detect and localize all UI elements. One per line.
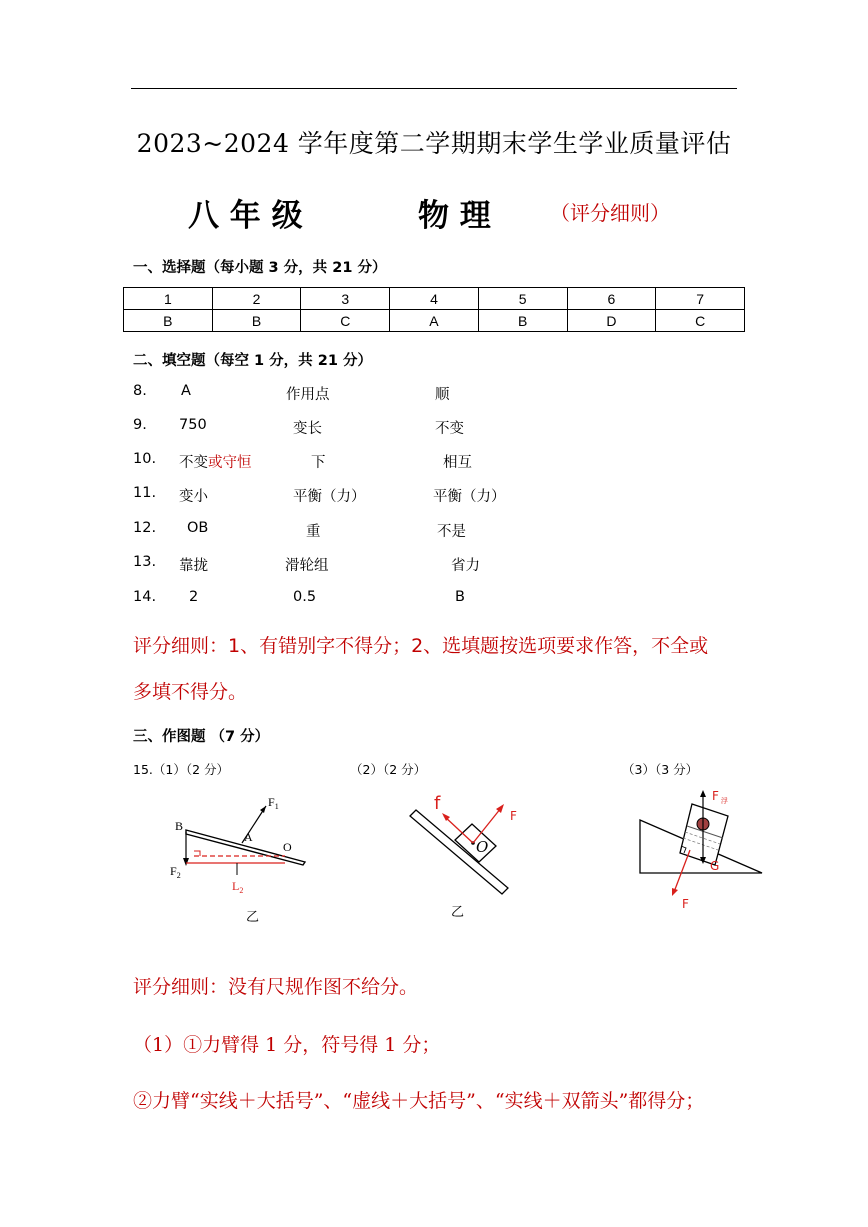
point-b-label: B xyxy=(175,819,184,833)
question-number: 6 xyxy=(567,288,656,310)
right-angle-mark xyxy=(194,851,200,856)
force-f1-arrowhead xyxy=(260,806,266,813)
answer-1 xyxy=(179,451,252,472)
fill-rubric-line1: 评分细则：1、有错别字不得分；2、选填题按选项要求作答，不全或 xyxy=(133,635,709,657)
question-number: 3 xyxy=(301,288,390,310)
question-number: 1 xyxy=(124,288,213,310)
fill-row xyxy=(133,383,833,405)
force-f1-label xyxy=(268,795,279,811)
answer-1: 2 xyxy=(189,589,199,605)
answer-2: 下 xyxy=(311,455,326,471)
answer-1-alternate: 或守恒 xyxy=(208,455,252,471)
question-number: 8. xyxy=(133,383,147,399)
answer-2: 作用点 xyxy=(286,387,330,403)
answer-3: 顺 xyxy=(435,387,450,403)
arm-l2-label xyxy=(232,879,243,895)
force-f2-arrowhead xyxy=(183,858,189,866)
section1-heading: 一、选择题（每小题 3 分，共 21 分） xyxy=(133,260,387,276)
rubric-note: （评分细则） xyxy=(550,201,670,225)
question-number: 13. xyxy=(133,554,157,570)
answer-3: 不变 xyxy=(435,421,464,437)
answer-cell: B xyxy=(124,310,213,332)
table-row xyxy=(124,310,745,332)
answer-1-main: 不变 xyxy=(179,455,208,471)
incline-board xyxy=(410,810,508,894)
drawing-rubric-line3: ②力臂“实线＋大括号”、“虚线＋大括号”、“实线＋双箭头”都得分； xyxy=(133,1090,705,1112)
answer-1: 靠拢 xyxy=(179,558,208,574)
fill-row xyxy=(133,554,833,576)
force-f-arrowhead xyxy=(496,804,504,813)
arm-l2-subscript: 2 xyxy=(239,886,244,895)
exam-title: 2023~2024 学年度第二学期期末学生学业质量评估 xyxy=(136,129,732,158)
section2-heading: 二、填空题（每空 1 分，共 21 分） xyxy=(133,353,372,369)
point-a-label: A xyxy=(244,830,253,844)
force-f2-subscript: 2 xyxy=(176,871,181,880)
beaker-incline-diagram xyxy=(630,780,770,915)
fill-row xyxy=(133,520,833,542)
drawing-rubric-line2: （1）①力臂得 1 分，符号得 1 分； xyxy=(133,1034,441,1056)
force-f1-subscript: 1 xyxy=(274,802,279,811)
answer-1: OB xyxy=(187,520,209,536)
figure1-caption: 乙 xyxy=(246,910,260,925)
top-rule xyxy=(131,88,737,89)
answer-cell: B xyxy=(478,310,567,332)
answer-2: 滑轮组 xyxy=(285,558,329,574)
answer-3: 平衡（力） xyxy=(433,489,506,505)
answer-cell: B xyxy=(212,310,301,332)
answer-2: 变长 xyxy=(293,421,322,437)
answer-cell: D xyxy=(567,310,656,332)
point-o-label: O xyxy=(283,840,292,854)
q15-part3-label: （3）（3 分） xyxy=(622,762,699,777)
question-number: 10. xyxy=(133,451,157,467)
choice-answer-table xyxy=(123,287,745,332)
answer-1: A xyxy=(181,383,191,399)
fill-row xyxy=(133,589,833,611)
gravity-label: G xyxy=(710,859,720,873)
answer-2: 0.5 xyxy=(293,589,317,605)
section3-heading: 三、作图题 （7 分） xyxy=(133,729,270,745)
fill-row xyxy=(133,417,833,439)
answer-cell: C xyxy=(301,310,390,332)
fill-row xyxy=(133,451,833,473)
figure2-caption: 乙 xyxy=(451,905,465,920)
fill-rubric-line2: 多填不得分。 xyxy=(133,681,248,703)
incline-block-diagram xyxy=(400,780,540,930)
answer-1: 变小 xyxy=(179,489,208,505)
pressure-force-arrowhead xyxy=(672,888,678,896)
table-row xyxy=(124,288,745,310)
question-number: 2 xyxy=(212,288,301,310)
question-number: 7 xyxy=(656,288,745,310)
fill-row xyxy=(133,485,833,507)
q15-part1-label: 15.（1）（2 分） xyxy=(133,762,230,777)
lever-diagram xyxy=(160,790,320,930)
answer-1: 750 xyxy=(179,417,207,433)
answer-2: 重 xyxy=(306,524,321,540)
buoyancy-label xyxy=(712,789,728,805)
answer-3: 相互 xyxy=(443,455,472,471)
q15-part2-label: （2）（2 分） xyxy=(350,762,427,777)
question-number: 12. xyxy=(133,520,157,536)
answer-cell: A xyxy=(390,310,479,332)
answer-3: 不是 xyxy=(437,524,466,540)
answer-cell: C xyxy=(656,310,745,332)
point-o-label: O xyxy=(476,838,489,856)
force-f-label: F xyxy=(510,809,517,823)
answer-2: 平衡（力） xyxy=(293,489,366,505)
question-number: 11. xyxy=(133,485,157,501)
answer-3: B xyxy=(455,589,465,605)
answer-3: 省力 xyxy=(451,558,480,574)
arm-l2-letter: L xyxy=(232,879,240,893)
question-number: 5 xyxy=(478,288,567,310)
buoyancy-letter: F xyxy=(712,789,719,803)
force-f1-letter: F xyxy=(268,795,275,809)
question-number: 9. xyxy=(133,417,147,433)
question-number: 14. xyxy=(133,589,157,605)
force-f2-label xyxy=(170,864,181,880)
buoyancy-subscript: 浮 xyxy=(720,797,728,805)
buoyancy-arrowhead xyxy=(700,790,706,797)
force-f2-letter: F xyxy=(170,864,177,878)
grade-label: 八 年 级 xyxy=(188,198,303,234)
drawing-rubric-line1: 评分细则：没有尺规作图不给分。 xyxy=(133,976,419,998)
pressure-force-label: F xyxy=(682,897,689,911)
question-number: 4 xyxy=(390,288,479,310)
friction-label: f xyxy=(434,793,441,814)
subject-label: 物 理 xyxy=(418,198,491,234)
